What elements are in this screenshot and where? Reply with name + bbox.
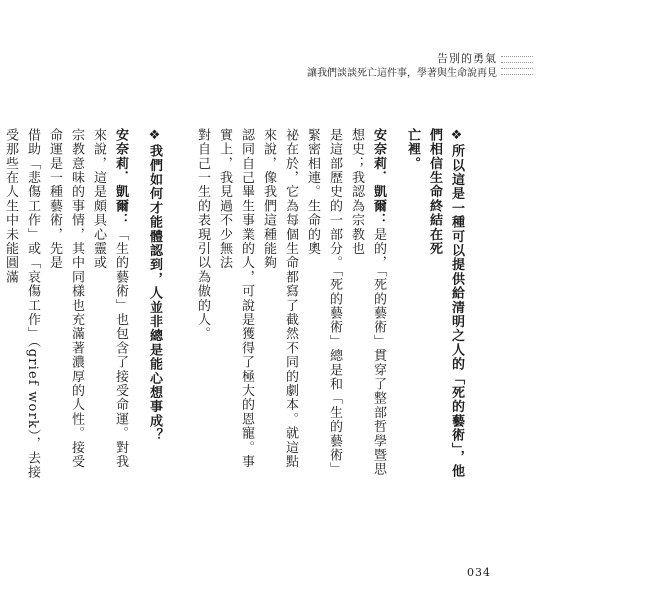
book-subtitle: 讓我們談談死亡這件事，學著與生命說再見 <box>307 68 497 79</box>
speaker-label: 安奈莉．凱爾： <box>371 128 386 228</box>
diamond-bullet-icon: ❖ <box>449 128 464 145</box>
question-heading-1-line-1: ❖所以這是一種可以提供給清明之人的「死的藝術」，他們相信生命終結在死 <box>427 128 464 479</box>
book-title: 告別的勇氣 <box>437 52 497 65</box>
answer-2-line-3: 借助「悲傷工作」或「哀傷工作」（grief work），去接受那些在人生中未能圓滿 <box>3 128 40 480</box>
answer-2-line-2: 宗教意味的事情，其中同樣也充滿著濃厚的人性。接受命運是一種藝術，先是 <box>47 128 84 469</box>
answer-2-line-1: 安奈莉．凱爾：「生的藝術」也包含了接受命運。對我來說，這是頗具心靈或 <box>91 128 128 469</box>
header-ornament <box>501 56 533 76</box>
answer-1-line-4: 認同自己畢生事業的人，可說是獲得了極大的恩寵。事實上，我見過不少無法 <box>217 128 254 469</box>
running-header <box>307 52 497 81</box>
diamond-bullet-icon: ❖ <box>147 128 162 145</box>
answer-1-line-3: 祕在於，它為每個生命都寫了截然不同的劇本。就這點來說，像我們這種能夠 <box>261 128 298 469</box>
answer-1-line-1: 安奈莉．凱爾：是的，「死的藝術」貫穿了整部哲學暨思想史；我認為宗教也 <box>349 128 386 477</box>
page-number: 034 <box>467 566 491 579</box>
answer-1-line-2: 是這部歷史的一部分。「死的藝術」總是和「生的藝術」緊密相連。生命的奧 <box>305 128 342 477</box>
question-heading-1-line-2: 亡裡。 <box>405 128 420 171</box>
speaker-label: 安奈莉．凱爾： <box>113 128 128 228</box>
answer-1-line-5: 對自己一生的表現引以為傲的人。 <box>195 128 210 341</box>
question-heading-2: ❖我們如何才能體認到，人並非總是能心想事成？ <box>147 128 162 443</box>
vertical-text-body <box>0 128 467 480</box>
